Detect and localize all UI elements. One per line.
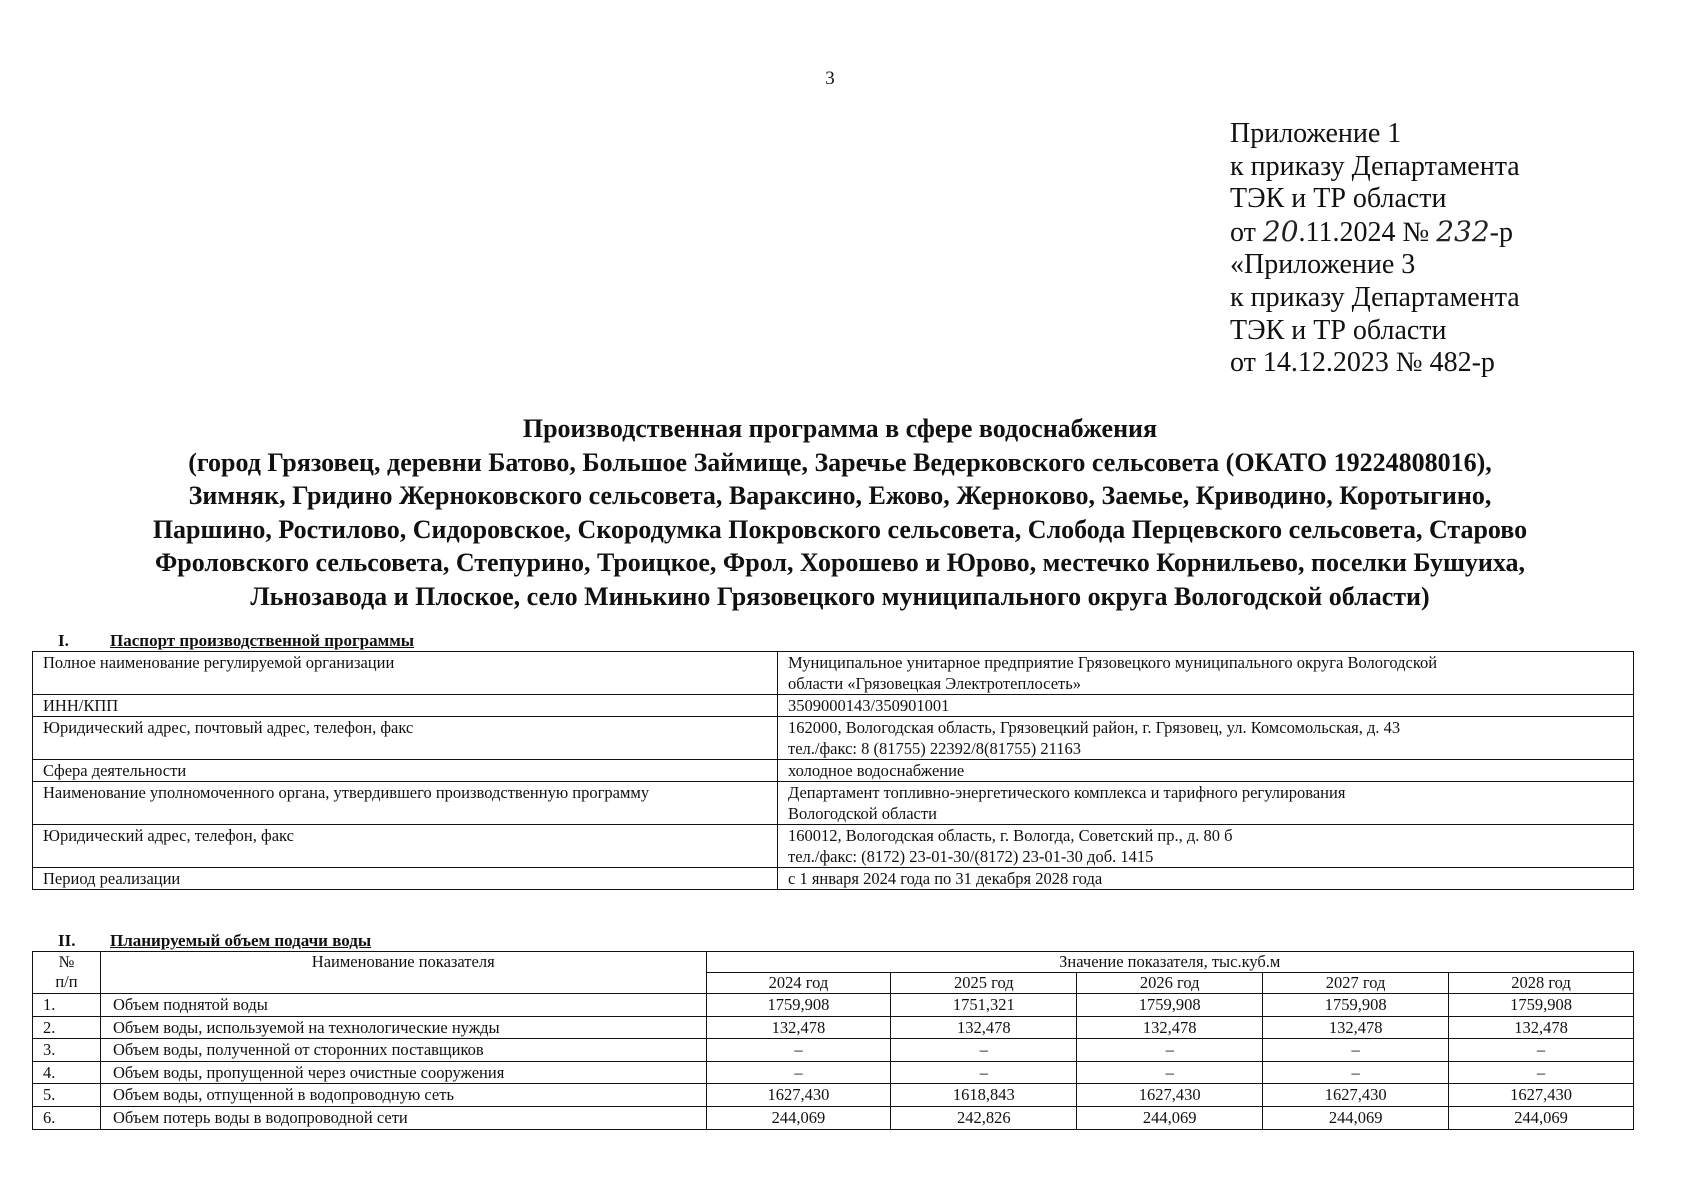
indicator-value: 1618,843 xyxy=(891,1084,1077,1107)
year-header: 2026 год xyxy=(1077,973,1263,994)
passport-label: Юридический адрес, телефон, факс xyxy=(33,825,778,868)
table-row xyxy=(33,1084,1634,1107)
indicator-value: 244,069 xyxy=(1077,1106,1263,1129)
appendix-line-7: ТЭК и ТР области xyxy=(1230,314,1447,346)
section-2-title: Планируемый объем подачи воды xyxy=(110,931,372,950)
volume-header-row-1 xyxy=(33,952,1634,973)
section-1-heading xyxy=(58,631,414,651)
passport-value xyxy=(778,825,1634,868)
document-title xyxy=(40,412,1640,613)
indicator-value: 1627,430 xyxy=(1263,1084,1449,1107)
indicator-value: – xyxy=(1449,1061,1634,1084)
appendix-line-5: «Приложение 3 xyxy=(1230,249,1416,281)
row-number: 3. xyxy=(33,1039,101,1062)
passport-label: Период реализации xyxy=(33,868,778,890)
volume-table-body xyxy=(33,994,1634,1130)
passport-value-line-1: 3509000143/350901001 xyxy=(788,696,950,715)
indicator-value: 132,478 xyxy=(1449,1016,1634,1039)
indicator-value: 1759,908 xyxy=(706,994,891,1017)
indicator-value: 242,826 xyxy=(891,1106,1077,1129)
passport-label: ИНН/КПП xyxy=(33,695,778,717)
title-line-5: Фроловского сельсовета, Степурино, Троицкое, Фрол, Хорошево и Юрово, местечко Корнильево, поселки Бушуиха, xyxy=(154,548,1526,577)
passport-table-body xyxy=(33,652,1634,890)
passport-value-line-2: области «Грязовецкая Электротеплосеть» xyxy=(788,674,1082,693)
title-line-3: Зимняк, Гридино Жерноковского сельсовета, Вараксино, Ежово, Жерноково, Заемье, Криводино, Коротыгино, xyxy=(188,481,1492,510)
passport-row xyxy=(33,695,1634,717)
year-header: 2024 год xyxy=(706,973,891,994)
indicator-value: 1627,430 xyxy=(706,1084,891,1107)
passport-table xyxy=(32,651,1634,890)
indicator-value: 132,478 xyxy=(1263,1016,1449,1039)
row-number: 6. xyxy=(33,1106,101,1129)
appendix-line-8: от 14.12.2023 № 482-р xyxy=(1230,347,1495,379)
appendix-date-middle: .11.2024 № xyxy=(1298,216,1437,248)
water-volume-table xyxy=(32,951,1634,1130)
title-line-1: Производственная программа в сфере водоснабжения xyxy=(522,414,1158,443)
indicator-value: 244,069 xyxy=(706,1106,891,1129)
table-row xyxy=(33,1039,1634,1062)
indicator-value: 244,069 xyxy=(1449,1106,1634,1129)
indicator-value: 1759,908 xyxy=(1449,994,1634,1017)
indicator-value: – xyxy=(1077,1061,1263,1084)
title-line-4: Паршино, Ростилово, Сидоровское, Скородумка Покровского сельсовета, Слобода Перцевского сельсовета, Старово xyxy=(152,514,1528,544)
passport-value xyxy=(778,782,1634,825)
col-name-header: Наименование показателя xyxy=(100,952,706,994)
passport-value-line-1: с 1 января 2024 года по 31 декабря 2028 года xyxy=(788,869,1103,888)
title-line-2: (город Грязовец, деревни Батово, Большое Займище, Заречье Ведерковского сельсовета (ОКАТО 19224808016), xyxy=(188,447,1492,477)
year-header: 2027 год xyxy=(1263,973,1449,994)
passport-value xyxy=(778,652,1634,695)
col-value-header: Значение показателя, тыс.куб.м xyxy=(706,952,1633,973)
indicator-value: – xyxy=(891,1061,1077,1084)
passport-label: Юридический адрес, почтовый адрес, телефон, факс xyxy=(33,717,778,760)
passport-value xyxy=(778,717,1634,760)
passport-value-line-2: тел./факс: (8172) 23-01-30/(8172) 23-01-30 доб. 1415 xyxy=(788,847,1154,866)
year-header: 2028 год xyxy=(1449,973,1634,994)
indicator-name: Объем воды, полученной от сторонних поставщиков xyxy=(100,1039,706,1062)
indicator-name: Объем воды, используемой на технологические нужды xyxy=(100,1016,706,1039)
section-1-number: I. xyxy=(58,631,69,650)
row-number: 1. xyxy=(33,994,101,1017)
indicator-value: – xyxy=(1077,1039,1263,1062)
page-number: 3 xyxy=(825,68,835,89)
passport-value-line-1: холодное водоснабжение xyxy=(788,761,965,780)
appendix-order-suffix: -р xyxy=(1489,216,1513,248)
indicator-value: – xyxy=(706,1039,891,1062)
passport-value xyxy=(778,760,1634,782)
passport-value-line-1: 160012, Вологодская область, г. Вологда, Советский пр., д. 80 б xyxy=(788,826,1233,845)
indicator-value: 1627,430 xyxy=(1077,1084,1263,1107)
year-header: 2025 год xyxy=(891,973,1077,994)
row-number: 2. xyxy=(33,1016,101,1039)
indicator-name: Объем воды, отпущенной в водопроводную сеть xyxy=(100,1084,706,1107)
appendix-line-3: ТЭК и ТР области xyxy=(1230,183,1447,215)
section-1-title: Паспорт производственной программы xyxy=(110,631,415,650)
passport-row xyxy=(33,782,1634,825)
passport-row xyxy=(33,760,1634,782)
passport-row xyxy=(33,825,1634,868)
indicator-value: 1627,430 xyxy=(1449,1084,1634,1107)
indicator-value: – xyxy=(1449,1039,1634,1062)
indicator-name: Объем потерь воды в водопроводной сети xyxy=(100,1106,706,1129)
indicator-name: Объем воды, пропущенной через очистные сооружения xyxy=(100,1061,706,1084)
indicator-value: – xyxy=(1263,1039,1449,1062)
row-number: 5. xyxy=(33,1084,101,1107)
passport-label: Сфера деятельности xyxy=(33,760,778,782)
indicator-value: 1751,321 xyxy=(891,994,1077,1017)
indicator-value: 1759,908 xyxy=(1077,994,1263,1017)
passport-value-line-1: Департамент топливно-энергетического комплекса и тарифного регулирования xyxy=(788,783,1346,802)
section-2-number: II. xyxy=(58,931,76,950)
indicator-value: 132,478 xyxy=(706,1016,891,1039)
indicator-value: – xyxy=(1263,1061,1449,1084)
table-row xyxy=(33,994,1634,1017)
table-row xyxy=(33,1061,1634,1084)
col-number-header: № п/п xyxy=(33,952,101,994)
section-2-heading xyxy=(58,931,371,951)
appendix-line-2: к приказу Департамента xyxy=(1230,150,1520,182)
passport-value-line-1: Муниципальное унитарное предприятие Грязовецкого муниципального округа Вологодской xyxy=(788,653,1438,672)
indicator-value: – xyxy=(706,1061,891,1084)
passport-label: Полное наименование регулируемой организации xyxy=(33,652,778,695)
passport-value xyxy=(778,695,1634,717)
passport-row xyxy=(33,868,1634,890)
handwritten-day: 20 xyxy=(1262,214,1299,248)
indicator-value: 1759,908 xyxy=(1263,994,1449,1017)
row-number: 4. xyxy=(33,1061,101,1084)
appendix-block xyxy=(1230,118,1520,380)
handwritten-order-number: 232 xyxy=(1436,214,1490,248)
passport-value-line-2: тел./факс: 8 (81755) 22392/8(81755) 21163 xyxy=(788,739,1081,758)
passport-row xyxy=(33,717,1634,760)
passport-value-line-2: Вологодской области xyxy=(788,804,937,823)
passport-label: Наименование уполномоченного органа, утвердившего производственную программу xyxy=(33,782,778,825)
indicator-value: 132,478 xyxy=(891,1016,1077,1039)
indicator-value: – xyxy=(891,1039,1077,1062)
indicator-value: 132,478 xyxy=(1077,1016,1263,1039)
appendix-line-1: Приложение 1 xyxy=(1230,118,1402,149)
indicator-name: Объем поднятой воды xyxy=(100,994,706,1017)
passport-value xyxy=(778,868,1634,890)
title-line-6: Льнозавода и Плоское, село Минькино Грязовецкого муниципального округа Вологодской области) xyxy=(250,581,1430,611)
table-row xyxy=(33,1106,1634,1129)
table-row xyxy=(33,1016,1634,1039)
passport-value-line-1: 162000, Вологодская область, Грязовецкий район, г. Грязовец, ул. Комсомольская, д. 43 xyxy=(788,718,1401,737)
appendix-line-6: к приказу Департамента xyxy=(1230,281,1520,313)
appendix-line-4 xyxy=(1230,216,1520,250)
appendix-date-prefix: от xyxy=(1230,216,1263,248)
passport-row xyxy=(33,652,1634,695)
indicator-value: 244,069 xyxy=(1263,1106,1449,1129)
